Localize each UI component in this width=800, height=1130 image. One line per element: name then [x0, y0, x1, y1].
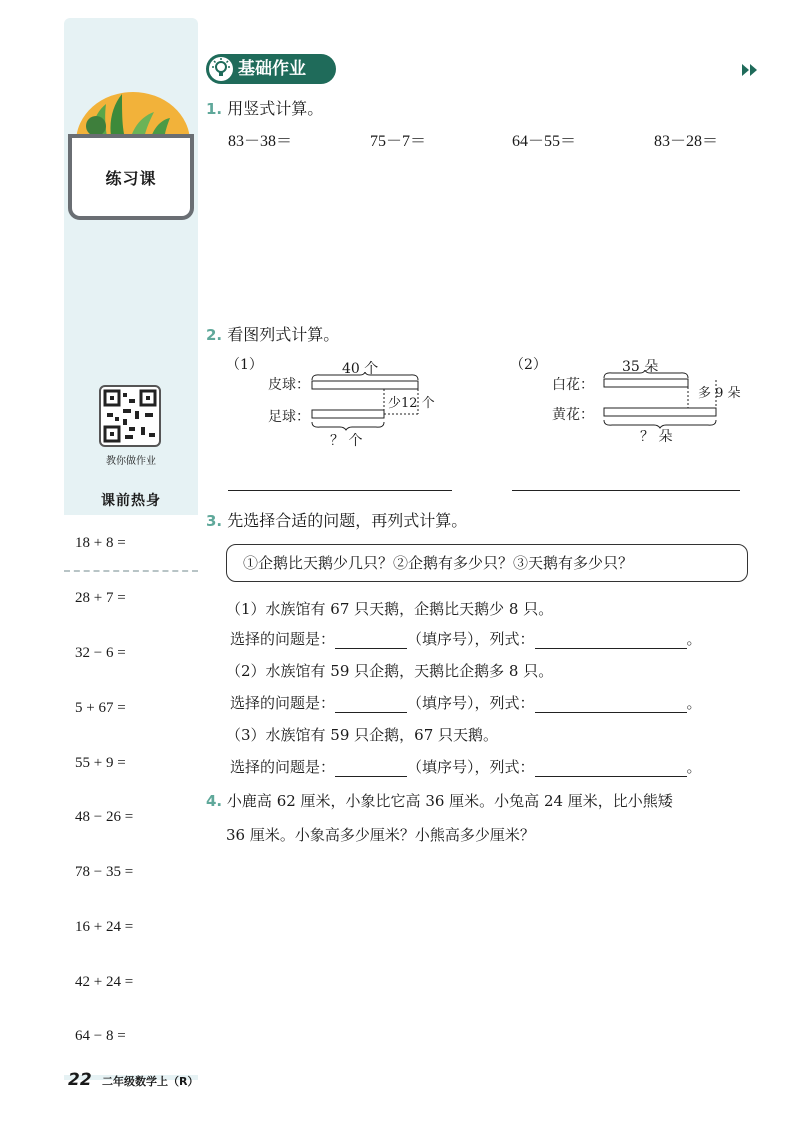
section-badge: 基础作业 [206, 54, 336, 84]
warmup-item: 48 − 26 = [75, 809, 134, 825]
warmup-item: 55 + 9 = [75, 755, 126, 771]
question-number: 1. [206, 100, 223, 118]
double-arrow-icon [740, 62, 760, 78]
choice-blank[interactable] [335, 696, 407, 713]
warmup-item: 5 + 67 = [75, 700, 126, 716]
warmup-item: 16 + 24 = [75, 919, 134, 935]
question-number: 4. [206, 792, 223, 810]
qr-caption: 教你做作业 [106, 456, 156, 467]
book-title: 二年级数学上（R） [102, 1075, 199, 1088]
lesson-title: 练习课 [105, 169, 157, 188]
warmup-item: 64 − 8 = [75, 1028, 126, 1044]
expression: 75－7＝ [370, 133, 427, 150]
question-1-heading [206, 96, 323, 119]
period: 。 [686, 630, 702, 648]
expression: 83－28＝ [654, 133, 719, 150]
diagram-1-total: 40 个 [342, 361, 379, 377]
answer-row-2 [230, 692, 702, 713]
sub-question-2: （2）水族馆有 59 只企鹅，天鹅比企鹅多 8 只。 [226, 662, 554, 680]
diagram-1-bars [310, 372, 420, 432]
expression-blank[interactable] [535, 760, 687, 777]
answer-row-3 [230, 756, 702, 777]
fill-hint: （填序号），列式： [407, 694, 535, 712]
fill-hint: （填序号），列式： [407, 758, 535, 776]
question-title: 看图列式计算。 [227, 325, 340, 344]
answer-line[interactable] [228, 490, 452, 491]
period: 。 [686, 694, 702, 712]
warmup-item: 78 − 35 = [75, 864, 134, 880]
answer-row-1 [230, 628, 702, 649]
diagram-1-diff: 少12 个 [388, 396, 435, 411]
question-number: 2. [206, 326, 223, 344]
expression-blank[interactable] [535, 632, 687, 649]
warmup-item: 18 + 8 = [75, 535, 126, 551]
answer-line[interactable] [512, 490, 740, 491]
question-4-line1: 小鹿高 62 厘米，小象比它高 36 厘米。小兔高 24 厘米，比小熊矮 [226, 792, 673, 810]
diagram-2-label: （2） [510, 357, 547, 373]
warmup-item: 32 − 6 = [75, 645, 126, 661]
expression: 64－55＝ [512, 133, 577, 150]
diagram-1-row2: 足球： [268, 409, 310, 425]
choice-blank[interactable] [335, 760, 407, 777]
qr-code[interactable] [99, 385, 161, 447]
warmup-item: 42 + 24 = [75, 974, 134, 990]
question-2-heading [206, 322, 339, 345]
diagram-2-diff: 多 9 朵 [698, 386, 741, 401]
expression-blank[interactable] [535, 696, 687, 713]
select-label: 选择的问题是： [230, 694, 336, 712]
diagram-1-label: （1） [226, 357, 263, 373]
question-4-line2: 36 厘米。小象高多少厘米？小熊高多少厘米？ [226, 826, 535, 844]
lightbulb-icon [209, 57, 233, 81]
warmup-item: 28 + 7 = [75, 590, 126, 606]
diagram-2-total: 35 朵 [622, 359, 659, 375]
diagram-2-row2: 黄花： [552, 407, 594, 423]
diagram-2-bars [600, 370, 730, 430]
diagram-2-bottom: ？ 朵 [640, 429, 673, 445]
select-label: 选择的问题是： [230, 630, 336, 648]
question-title: 先选择合适的问题，再列式计算。 [227, 511, 468, 530]
question-3-heading [206, 508, 467, 531]
period: 。 [686, 758, 702, 776]
question-title: 用竖式计算。 [227, 99, 324, 118]
sub-question-1: （1）水族馆有 67 只天鹅，企鹅比天鹅少 8 只。 [226, 600, 554, 618]
diagram-1-row1: 皮球： [268, 377, 310, 393]
choice-blank[interactable] [335, 632, 407, 649]
expression: 83－38＝ [228, 133, 293, 150]
diagram-2-row1: 白花： [552, 377, 594, 393]
select-label: 选择的问题是： [230, 758, 336, 776]
choice-box: ①企鹅比天鹅少几只？②企鹅有多少只？③天鹅有多少只？ [226, 544, 748, 582]
question-number: 3. [206, 512, 223, 530]
sub-question-3: （3）水族馆有 59 只企鹅，67 只天鹅。 [226, 726, 499, 744]
diagram-1-bottom: ？ 个 [330, 433, 363, 449]
page-number: 22 [68, 1070, 92, 1090]
fill-hint: （填序号），列式： [407, 630, 535, 648]
question-4 [206, 790, 673, 811]
warmup-title: 课前热身 [101, 493, 161, 509]
dashed-divider [64, 570, 198, 572]
